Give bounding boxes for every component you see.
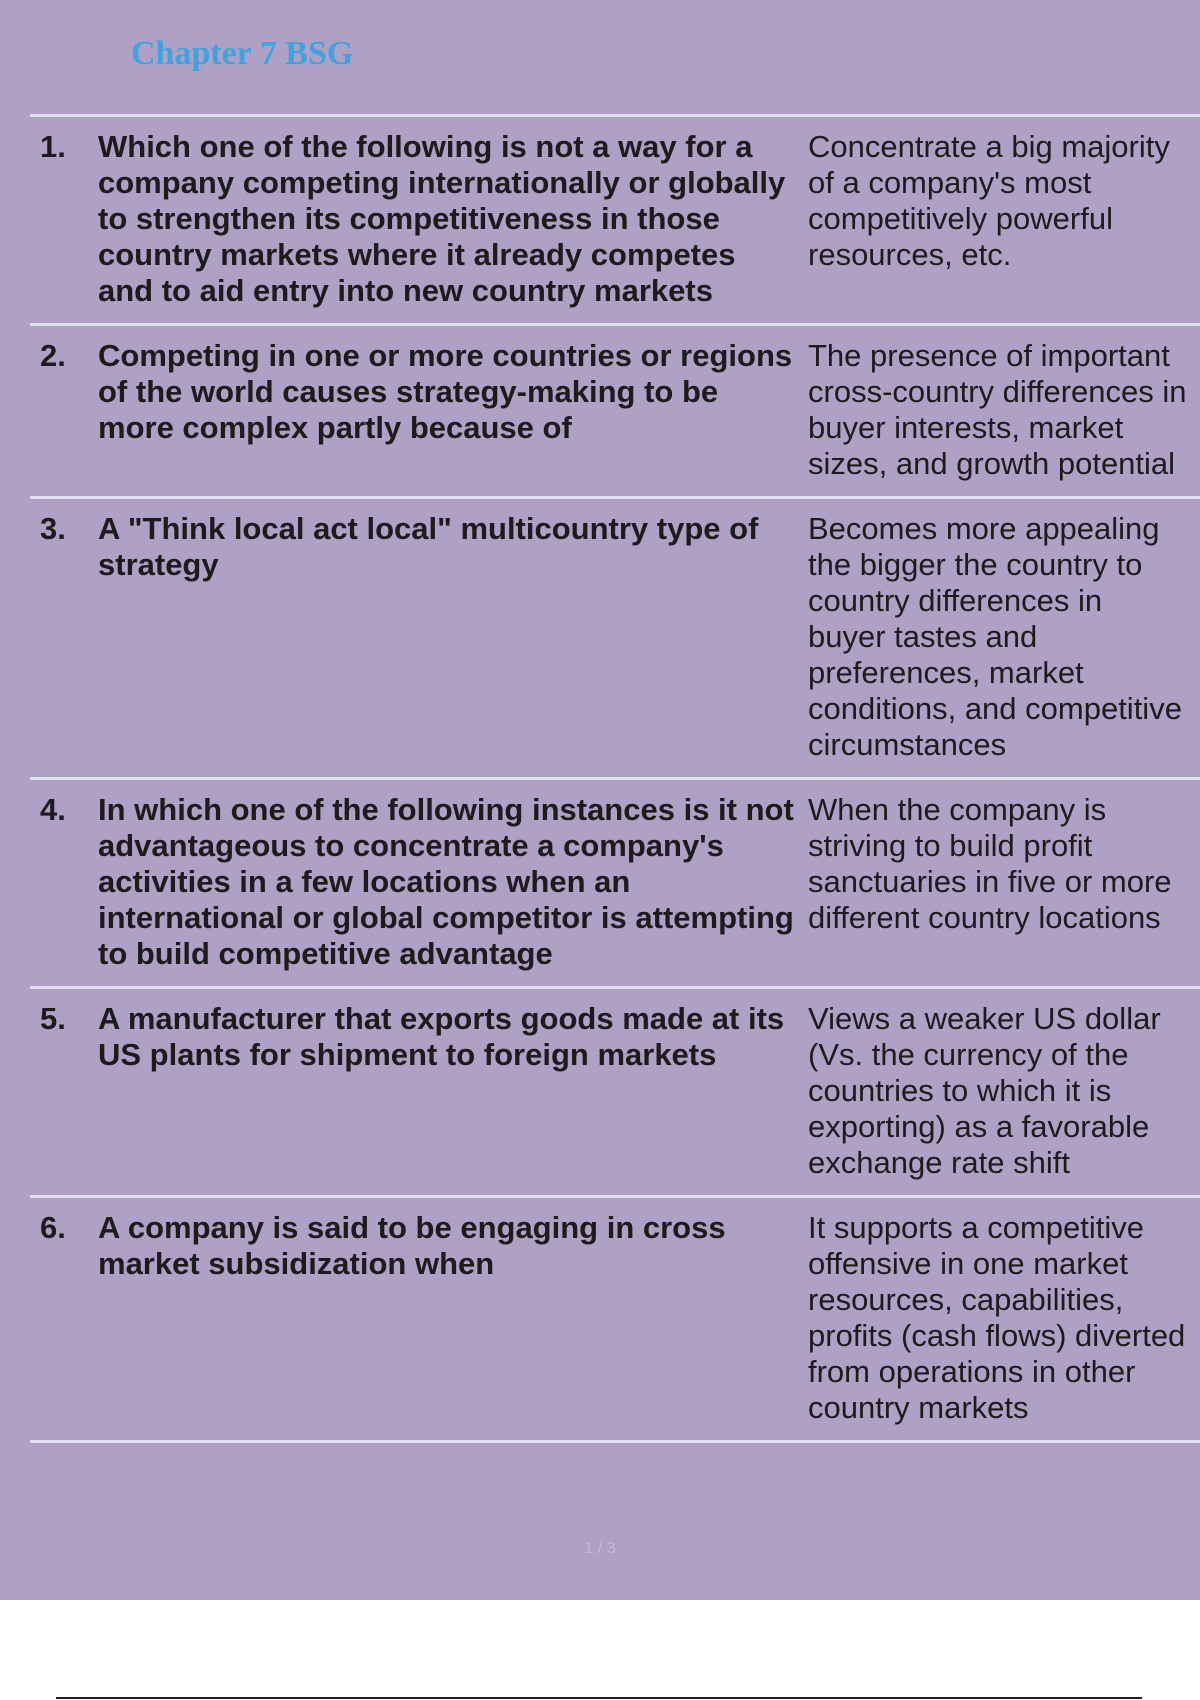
question-answer-table <box>30 114 1200 1443</box>
document-title: Chapter 7 BSG <box>131 35 354 72</box>
question-text: Which one of the following is not a way for a company competing internationally or globally to strengthen its competitiveness in those country markets where it already competes and to aid entry into new country markets <box>98 129 786 308</box>
question-number: 3. <box>40 511 66 546</box>
answer-text: It supports a competitive offensive in one market resources, capabilities, profits (cash flows) diverted from operations in other country markets <box>808 1210 1186 1425</box>
table-row <box>30 780 1200 989</box>
footer-divider <box>56 1697 1142 1699</box>
question-text: Competing in one or more countries or regions of the world causes strategy-making to be more complex partly because of <box>98 338 793 445</box>
question-number: 4. <box>40 792 66 827</box>
question-text: A "Think local act local" multicountry type of strategy <box>98 511 759 582</box>
answer-text: The presence of important cross-country differences in buyer interests, market sizes, and growth potential <box>808 338 1187 481</box>
table-row <box>30 499 1200 780</box>
page-number: 1 / 3 <box>584 1540 616 1557</box>
table-row <box>30 989 1200 1198</box>
question-text: A company is said to be engaging in cross market subsidization when <box>98 1210 726 1281</box>
question-text: In which one of the following instances is it not advantageous to concentrate a company's activities in a few locations when an international or global competitor is attempting to build competitive advantage <box>98 792 794 971</box>
table-row <box>30 117 1200 326</box>
question-number: 1. <box>40 129 66 164</box>
answer-text: Concentrate a big majority of a company's most competitively powerful resources, etc. <box>808 129 1170 272</box>
answer-text: Views a weaker US dollar (Vs. the currency of the countries to which it is exporting) as a favorable exchange rate shift <box>808 1001 1161 1180</box>
question-number: 6. <box>40 1210 66 1245</box>
answer-text: Becomes more appealing the bigger the country to country differences in buyer tastes and preferences, market conditions, and competitive circumstances <box>808 511 1182 762</box>
table-row <box>30 326 1200 499</box>
answer-text: When the company is striving to build profit sanctuaries in five or more different country locations <box>808 792 1172 935</box>
table-row <box>30 1198 1200 1443</box>
question-number: 2. <box>40 338 66 373</box>
question-number: 5. <box>40 1001 66 1036</box>
question-text: A manufacturer that exports goods made at its US plants for shipment to foreign markets <box>98 1001 785 1072</box>
